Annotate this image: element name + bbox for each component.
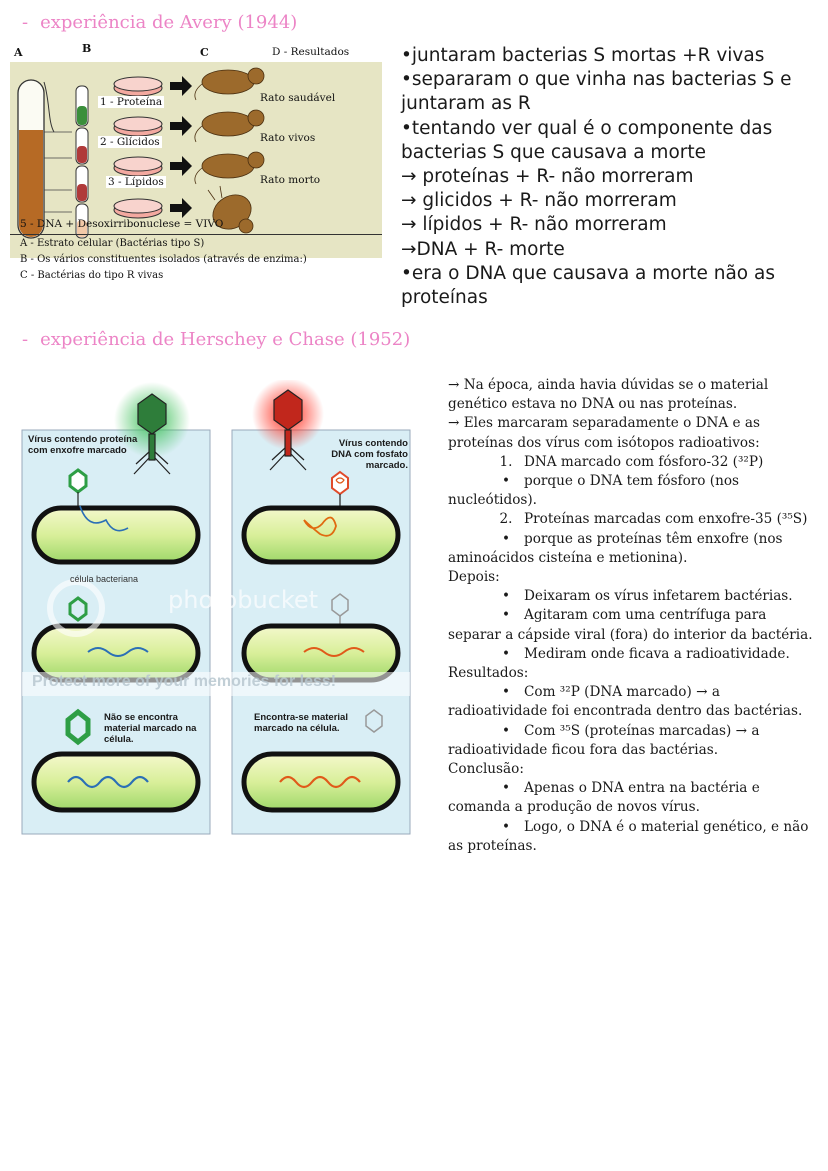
result-3-label: Rato morto (260, 174, 321, 186)
item-text: Agitaram com uma centrífuga para separar a cápside viral (fora) do interior da bactéria. (448, 607, 813, 643)
fig-col-a: A (14, 46, 23, 59)
bullet: • (501, 684, 511, 701)
note-line: →DNA + R- morte (401, 238, 565, 260)
bullet: • (501, 607, 511, 624)
number: 1. (499, 453, 513, 470)
numbered-item (448, 453, 818, 472)
note-line: •separaram o que vinha nas bacterias S e juntaram as R (401, 69, 792, 115)
section-label: Depois: (448, 569, 500, 586)
fig-col-b: B (82, 42, 92, 55)
hershey-heading (22, 329, 410, 350)
mouse-1-icon (195, 68, 264, 100)
hershey-chase-figure (18, 380, 416, 842)
bullet-item (448, 587, 818, 606)
test-tube-icon (18, 80, 44, 238)
bullet: • (501, 645, 511, 662)
note-line: → glicidos + R- não morreram (401, 190, 677, 212)
item-text: porque as proteínas têm enxofre (nos aminoácidos cisteína e metionina). (448, 530, 783, 566)
heading-dash: - (22, 12, 29, 33)
bullet: • (501, 722, 511, 739)
bullet-item (448, 530, 818, 568)
watermark-band-text: Protect more of your memories for less! (32, 673, 337, 690)
bullet-item (448, 645, 818, 664)
heading-dash: - (22, 329, 29, 350)
dna-result-line: 5 - DNA + Desoxirribonuclese = VIVO (20, 218, 224, 230)
note-line: •tentando ver qual é o componente das bacterias S que causava a morte (401, 117, 773, 163)
right-bottom-label: Encontra-se material marcado na célula. (254, 712, 348, 734)
note-line: •juntaram bacterias S mortas +R vivas (401, 45, 765, 66)
bullet-item (448, 818, 818, 856)
section-label: Conclusão: (448, 761, 524, 778)
small-tube-red-icon (76, 128, 88, 164)
cell-icon (244, 754, 398, 810)
avery-heading (22, 12, 297, 33)
bullet: • (501, 588, 511, 605)
legend-item: A - Estrato celular (Bactérias tipo S) (20, 238, 205, 249)
avery-heading-text: experiência de Avery (1944) (40, 12, 298, 33)
step-2-label: 2 - Glícidos (100, 136, 160, 148)
divider (10, 234, 382, 235)
bullet: • (501, 780, 511, 797)
bullet-item (448, 472, 818, 510)
petri-dish-2-icon (114, 117, 162, 136)
petri-dish-4-icon (114, 199, 162, 218)
step-3-label: 3 - Lípidos (108, 176, 164, 188)
mouse-3-icon (195, 152, 264, 184)
left-top-label: Vírus contendo proteína com enxofre marcado (28, 434, 138, 456)
item-text: DNA marcado com fósforo-32 (³²P) (524, 453, 764, 470)
item-text: Com ³²P (DNA marcado) → a radioatividade foi encontrada dentro das bactérias. (448, 684, 803, 720)
cell-label: célula bacteriana (70, 574, 139, 584)
bullet-item (448, 606, 818, 644)
legend-item: B - Os vários constituentes isolados (através de enzima:) (20, 254, 307, 265)
note-line: •era o DNA que causava a morte não as proteínas (401, 262, 775, 309)
paragraph: → Eles marcaram separadamente o DNA e as proteínas dos vírus com isótopos radioativos: (448, 415, 760, 451)
note-line: → proteínas + R- não morreram (401, 166, 694, 188)
numbered-item (448, 510, 818, 529)
bullet: • (501, 818, 511, 835)
hershey-chase-notes (448, 376, 818, 856)
bullet-item (448, 779, 818, 817)
bullet: • (501, 530, 511, 547)
note-line: → lípidos + R- não morreram (401, 214, 667, 236)
legend-item: C - Bactérias do tipo R vivas (20, 270, 164, 281)
petri-dish-3-icon (114, 157, 162, 176)
item-text: Mediram onde ficava a radioatividade. (524, 645, 790, 662)
avery-notes (401, 44, 821, 310)
item-text: Com ³⁵S (proteínas marcadas) → a radioatividade ficou fora das bactérias. (448, 722, 760, 758)
cell-icon (244, 626, 398, 680)
watermark-logo-text: photobucket (168, 586, 319, 614)
bullet-item (448, 683, 818, 721)
avery-figure (8, 40, 393, 286)
fig-col-c: C (200, 46, 209, 59)
bullet-item (448, 722, 818, 760)
number: 2. (499, 511, 513, 528)
left-bottom-label: Não se encontra material marcado na célula. (104, 712, 197, 745)
cell-icon (34, 508, 198, 562)
hershey-heading-text: experiência de Herschey e Chase (1952) (40, 329, 411, 350)
item-text: Apenas o DNA entra na bactéria e comanda a produção de novos vírus. (448, 780, 760, 816)
paragraph: → Na época, ainda havia dúvidas se o material genético estava no DNA ou nas proteínas. (448, 377, 769, 413)
petri-dish-1-icon (114, 77, 162, 96)
section-label: Resultados: (448, 665, 529, 682)
item-text: Proteínas marcadas com enxofre-35 (³⁵S) (524, 511, 808, 528)
step-1-label: 1 - Proteína (100, 96, 163, 108)
cell-icon (34, 626, 198, 680)
item-text: Deixaram os vírus infetarem bactérias. (524, 588, 793, 605)
mouse-2-icon (195, 110, 264, 142)
item-text: Logo, o DNA é o material genético, e não as proteínas. (448, 818, 809, 854)
bullet: • (501, 473, 511, 490)
result-2-label: Rato vivos (260, 132, 316, 144)
small-tube-green-icon (76, 86, 88, 126)
item-text: porque o DNA tem fósforo (nos nucleótidos). (448, 473, 739, 509)
small-tube-red2-icon (76, 166, 88, 202)
fig-col-d: D - Resultados (272, 46, 350, 58)
right-top-label: Vírus contendo DNA com fosfato marcado. (331, 438, 408, 471)
arrow-icons (170, 76, 192, 218)
result-1-label: Rato saudável (260, 92, 336, 104)
